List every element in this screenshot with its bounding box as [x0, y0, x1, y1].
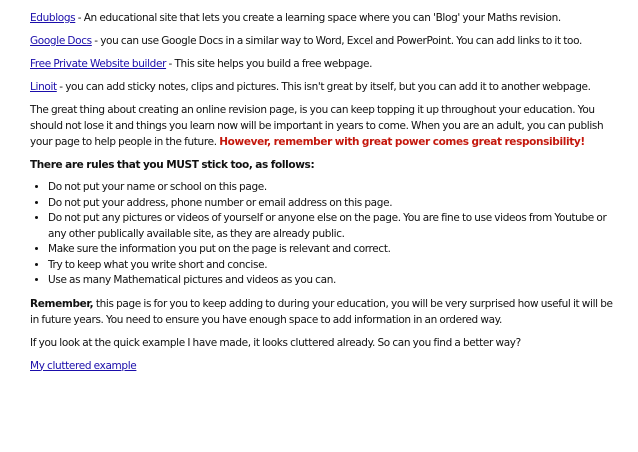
intro-paragraph — [30, 102, 615, 150]
rule-item: • Use as many Mathematical pictures and videos as you can. — [48, 273, 615, 289]
rules-heading-text: There are rules that you MUST stick too, as follows: — [30, 159, 315, 171]
linoit-description: - you can add sticky notes, clips and pictures. This isn't great by itself, but you can add it to another webpage. — [56, 81, 591, 93]
cluttered-example-link[interactable]: My cluttered example — [30, 359, 137, 372]
google-docs-link[interactable]: Google Docs — [30, 35, 92, 47]
rule-item: • Make sure the information you put on the page is relevant and correct. — [48, 242, 615, 258]
rule-item: • Do not put your address, phone number or email address on this page. — [48, 196, 615, 212]
rule-item: • Try to keep what you write short and concise. — [48, 258, 615, 274]
link-row-website-builder — [30, 56, 615, 72]
edublogs-description: - An educational site that lets you create a learning space where you can 'Blog' your Maths revision. — [75, 12, 561, 24]
remember-text: this page is for you to keep adding to during your education, you will be very surprised how useful it will be in future years. You need to ensure you have enough space to add information in an ordered way. — [30, 297, 613, 326]
link-row-google-docs — [30, 33, 615, 49]
link-row-edublogs — [30, 10, 615, 26]
intro-text: The great thing about creating an online revision page, is you can keep topping it up throughout your education. You should not lose it and things you learn now will be important in years to come. When you are an adult, you can publish your page to help people in the future. — [30, 104, 604, 148]
rules-list — [30, 180, 615, 289]
example-link-row — [30, 358, 615, 374]
website-builder-description: - This site helps you build a free webpage. — [166, 58, 373, 70]
rule-item: • Do not put your name or school on this page. — [48, 180, 615, 196]
website-builder-link[interactable]: Free Private Website builder — [30, 58, 167, 70]
google-docs-description: - you can use Google Docs in a similar way to Word, Excel and PowerPoint. You can add links to it too. — [91, 35, 582, 47]
remember-paragraph — [30, 296, 615, 328]
remember-label: Remember, — [30, 297, 94, 310]
rules-heading — [30, 157, 615, 173]
link-row-linoit — [30, 79, 615, 95]
edublogs-link[interactable]: Edublogs — [30, 12, 76, 24]
rule-item: • Do not put any pictures or videos of yourself or anyone else on the page. You are fine to use videos from Youtube or any other publically available site, as they are already public. — [48, 211, 615, 242]
document-body — [30, 10, 615, 374]
linoit-link[interactable]: Linoit — [30, 81, 57, 93]
question-paragraph: If you look at the quick example I have made, it looks cluttered already. So can you find a better way? — [30, 336, 521, 349]
responsibility-warning: However, remember with great power comes great responsibility! — [219, 136, 585, 148]
